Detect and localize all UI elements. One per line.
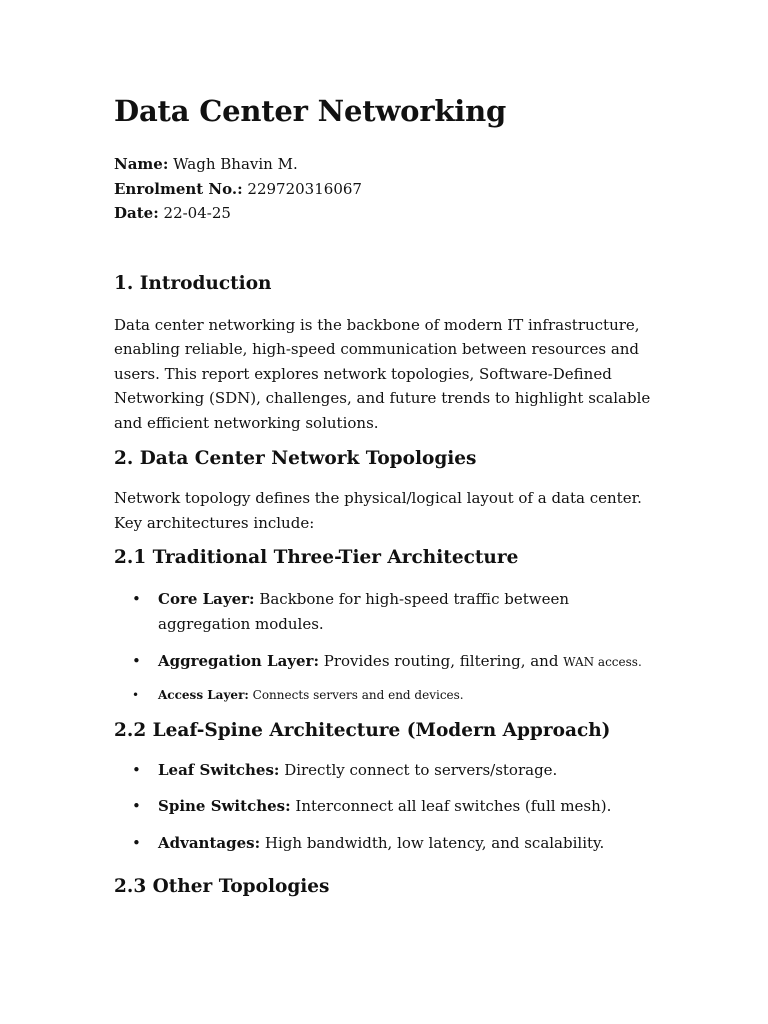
subsection-heading-three-tier: 2.1 Traditional Three-Tier Architecture	[114, 547, 519, 568]
list-item-label: Aggregation Layer:	[158, 652, 319, 670]
subsection-heading-other-topologies: 2.3 Other Topologies	[114, 876, 330, 897]
three-tier-list	[114, 587, 654, 704]
enrolment-value: 229720316067	[247, 179, 362, 198]
section-heading-introduction: 1. Introduction	[114, 272, 272, 294]
leaf-spine-list	[114, 758, 654, 856]
list-item-text: Directly connect to servers/storage.	[279, 760, 558, 779]
topologies-paragraph: Network topology defines the physical/logical layout of a data center. Key architectures include:	[114, 489, 642, 532]
introduction-paragraph: Data center networking is the backbone of modern IT infrastructure, enabling reliable, high-speed communication between resources and users. This report explores network topologies, Software-Defined Networking (SDN), challenges, and future trends to highlight scalable and efficient networking solutions.	[114, 315, 651, 432]
bullet-icon: •	[132, 590, 141, 608]
bullet-icon: •	[132, 760, 141, 779]
list-item-core-layer	[114, 587, 654, 636]
section-heading-topologies: 2. Data Center Network Topologies	[114, 448, 477, 469]
list-item-leaf-switches	[114, 758, 654, 783]
list-item-text: Connects servers and end devices.	[248, 687, 464, 702]
author-metadata	[114, 152, 654, 226]
bullet-icon: •	[132, 833, 141, 852]
list-item-label: Advantages:	[158, 833, 261, 852]
list-item-label: Spine Switches:	[158, 797, 291, 815]
bullet-icon: •	[132, 652, 141, 670]
list-item-spine-switches	[114, 794, 654, 819]
list-item-label: Core Layer:	[158, 590, 255, 608]
document-title: Data Center Networking	[114, 94, 507, 128]
bullet-icon: •	[132, 687, 140, 702]
enrolment-label: Enrolment No.:	[114, 179, 243, 198]
enrolment-line	[114, 177, 654, 202]
subsection-heading-leaf-spine: 2.2 Leaf-Spine Architecture (Modern Approach)	[114, 719, 611, 741]
list-item-advantages	[114, 831, 654, 856]
list-item-label: Access Layer:	[158, 687, 249, 702]
list-item-text: High bandwidth, low latency, and scalability.	[260, 833, 605, 852]
date-line	[114, 201, 654, 226]
list-item-label: Leaf Switches:	[158, 760, 280, 779]
name-line	[114, 152, 654, 177]
date-value: 22-04-25	[163, 204, 231, 222]
name-value: Wagh Bhavin M.	[173, 155, 298, 173]
list-item-text: Backbone for high-speed traffic between aggregation modules.	[158, 590, 569, 633]
list-item-small-text: WAN access.	[563, 655, 642, 669]
list-item-text: Interconnect all leaf switches (full mesh).	[290, 797, 612, 815]
name-label: Name:	[114, 155, 169, 173]
bullet-icon: •	[132, 797, 141, 815]
list-item-access-layer	[114, 686, 654, 704]
date-label: Date:	[114, 204, 159, 222]
list-item-text: Provides routing, filtering, and	[319, 652, 564, 670]
list-item-aggregation-layer	[114, 649, 654, 675]
